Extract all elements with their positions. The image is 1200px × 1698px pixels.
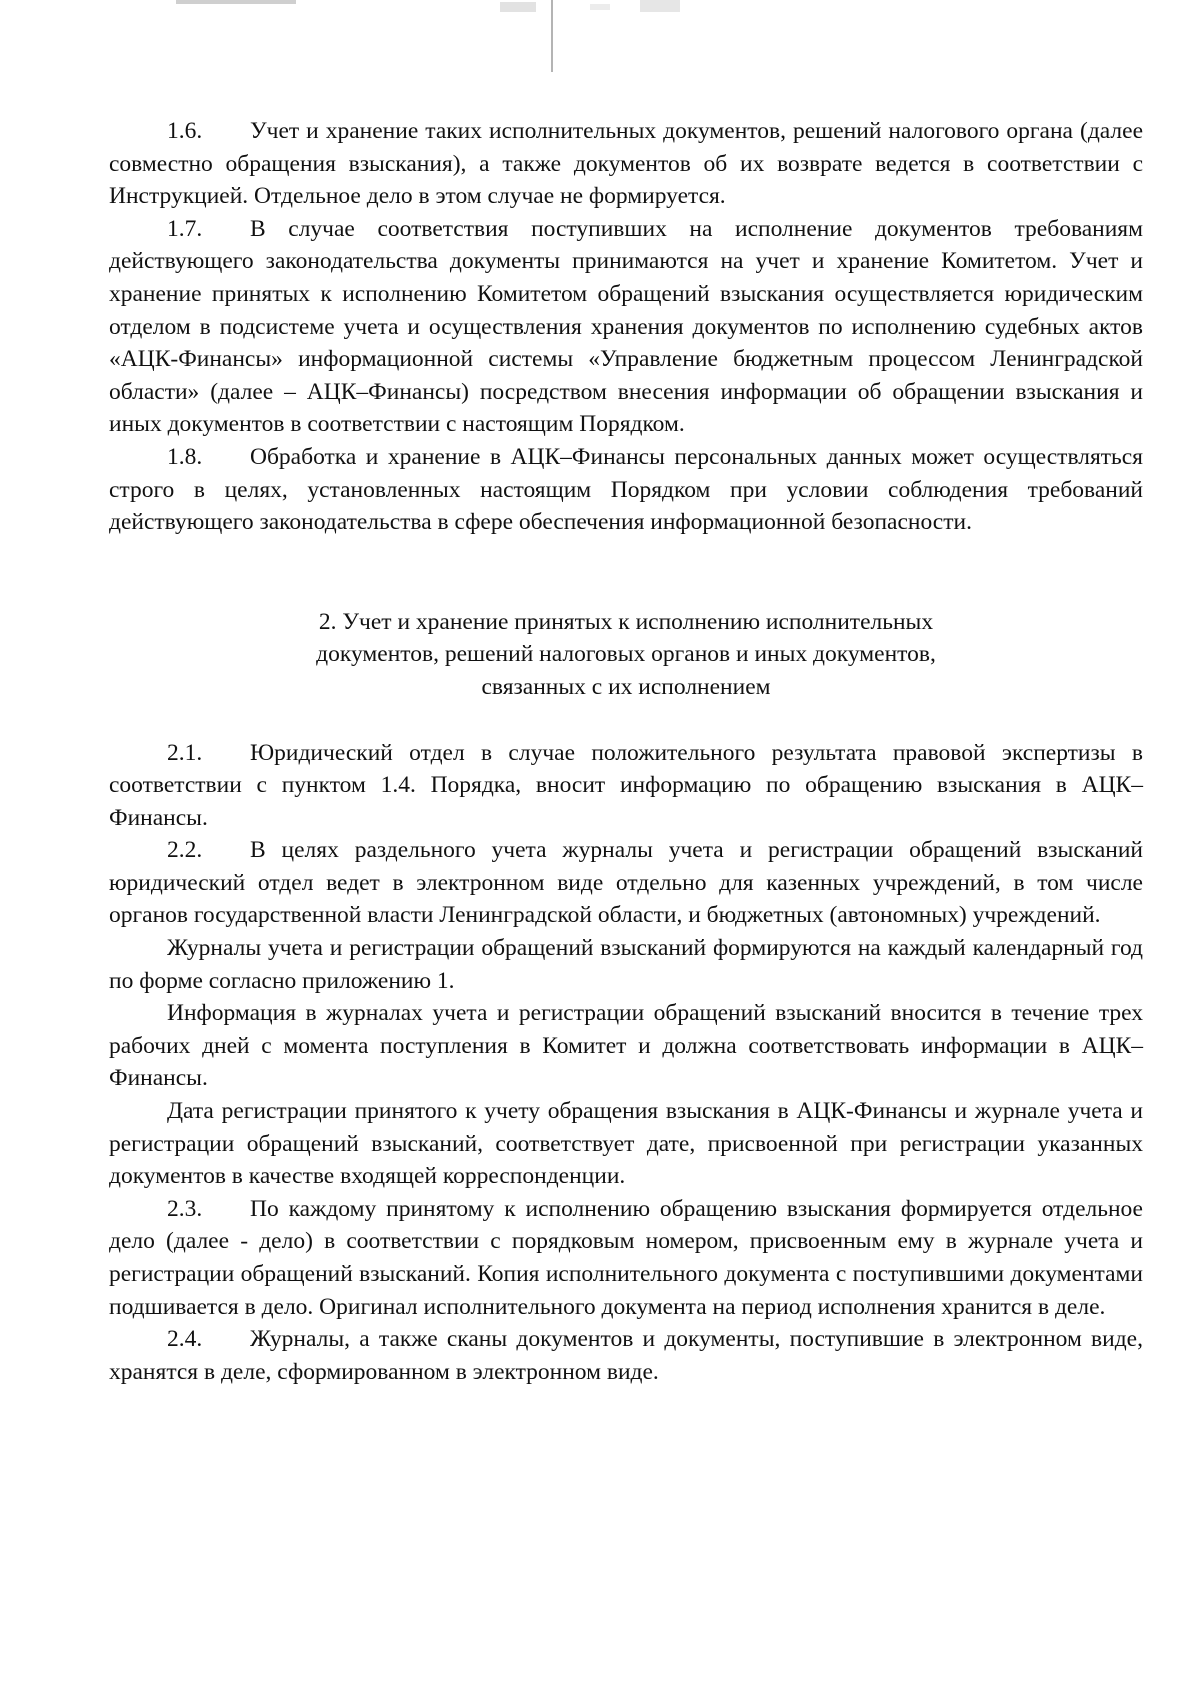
paragraph-2-2-info <box>109 997 1143 1095</box>
paragraph-number: 2.2. <box>167 837 203 864</box>
section-heading-line: связанных с их исполнением <box>481 673 771 700</box>
paragraph-text: Журналы учета и регистрации обращений взысканий формируются на каждый календарный год по форме согласно приложению 1. <box>109 935 1143 994</box>
paragraph-number: 1.6. <box>167 118 203 144</box>
paragraph-2-2-date <box>109 1095 1143 1193</box>
paragraph-text: В случае соответствия поступивших на исполнение документов требованиям действующего законодательства документы принимаются на учет и хранение Комитетом. Учет и хранение принятых к исполнению Комитетом обращений взыскания осуществляется юридическим отделом в подсистеме учета и осуществления хранения документов по исполнению судебных актов «АЦК-Финансы» информационной системы «Управление бюджетным процессом Ленинградской области» (далее – АЦК–Финансы) посредством внесения информации об обращении взыскания и иных документов в соответствии с настоящим Порядком. <box>109 215 1143 438</box>
paragraph-number: 1.7. <box>167 215 203 242</box>
paragraphs-bottom <box>109 737 1143 1389</box>
paragraph-2-4 <box>109 1323 1143 1388</box>
paragraph-text: Дата регистрации принятого к учету обращения взыскания в АЦК-Финансы и журнале учета и регистрации обращений взысканий, соответствует дате, присвоенной при регистрации указанных документов в качестве входящей корреспонденции. <box>109 1098 1143 1190</box>
paragraph-2-1 <box>109 737 1143 835</box>
paragraphs-top <box>109 115 1143 539</box>
paragraph-text: Юридический отдел в случае положительного результата правовой экспертизы в соответствии с пунктом 1.4. Порядка, вносит информацию по обращению взыскания в АЦК–Финансы. <box>109 739 1143 831</box>
spacer <box>109 704 1143 737</box>
scan-smudge <box>640 0 680 12</box>
paragraph-number: 2.3. <box>167 1195 203 1222</box>
paragraph-1-8 <box>109 441 1143 539</box>
scan-smudge <box>176 0 296 4</box>
scan-smudge <box>590 4 610 10</box>
paragraph-text: В целях раздельного учета журналы учета и регистрации обращений взысканий юридический отдел ведет в электронном виде отдельно для казенных учреждений, в том числе органов государственной власти Ленинградской области, и бюджетных (автономных) учреждений. <box>109 837 1143 929</box>
paragraph-1-7 <box>109 213 1143 441</box>
paragraph-text: Учет и хранение таких исполнительных документов, решений налогового органа (далее совместно обращения взыскания), а также документов об их возврате ведется в соответствии с Инструкцией. Отдельное дело в этом случае не формируется. <box>109 118 1143 210</box>
paragraph-number: 2.4. <box>167 1326 203 1353</box>
paragraph-text: По каждому принятому к исполнению обращению взыскания формируется отдельное дело (далее - дело) в соответствии с порядковым номером, присвоенным ему в журнале учета и регистрации обращений взысканий. Копия исполнительного документа с поступившими документами подшивается в дело. Оригинал исполнительного документа на период исполнения хранится в деле. <box>109 1195 1143 1320</box>
paragraph-text: Обработка и хранение в АЦК–Финансы персональных данных может осуществляться строго в целях, установленных настоящим Порядком при условии соблюдения требований действующего законодательства в сфере обеспечения информационной безопасности. <box>109 443 1143 536</box>
document-body <box>109 115 1143 1388</box>
section-heading <box>109 606 1143 704</box>
paragraph-number: 1.8. <box>167 443 203 470</box>
paragraph-text: Информация в журналах учета и регистрации обращений взысканий вносится в течение трех рабочих дней с момента поступления в Комитет и должна соответствовать информации в АЦК–Финансы. <box>109 1000 1143 1092</box>
scan-artifacts <box>0 0 1200 80</box>
section-heading-line: 2. Учет и хранение принятых к исполнению исполнительных <box>318 608 934 635</box>
paragraph-text: Журналы, а также сканы документов и документы, поступившие в электронном виде, хранятся в деле, сформированном в электронном виде. <box>109 1326 1143 1385</box>
paragraph-number: 2.1. <box>167 739 203 766</box>
paragraph-2-3 <box>109 1193 1143 1323</box>
paragraph-2-2 <box>109 834 1143 932</box>
paragraph-2-2-journals <box>109 932 1143 997</box>
scan-smudge <box>500 2 536 12</box>
paragraph-1-6 <box>109 115 1143 213</box>
section-heading-line: документов, решений налоговых органов и иных документов, <box>316 641 936 668</box>
